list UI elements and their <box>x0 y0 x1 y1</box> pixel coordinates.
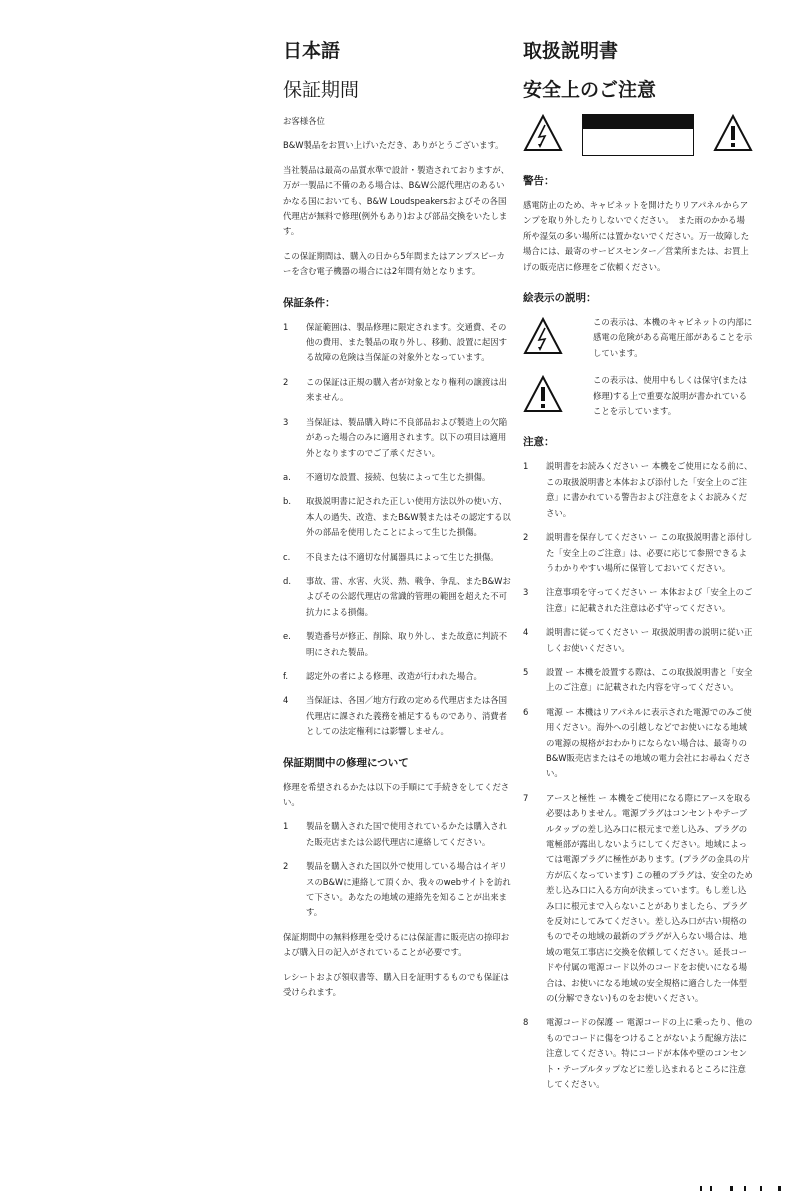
left-column <box>283 40 511 1009</box>
notes-heading: 注意： <box>523 436 555 449</box>
repair-step-number: 2 <box>283 861 289 872</box>
repair-heading: 保証期間中の修理について <box>283 756 409 769</box>
note-text: 説明書に従ってください ー 取扱説明書の説明に従い正しくお使いください。 <box>546 627 753 653</box>
condition-number: 3 <box>283 416 289 427</box>
note-text: 電源コードの保護 ー 電源コードの上に乗ったり、他のものでコードに傷をつけることがないよう配線方法に注意してください。特にコードが本体や壁のコンセント・テーブルタップなどに差し込まれるところに注意してください。 <box>546 1017 753 1090</box>
note-item <box>523 1015 753 1092</box>
safety-title: 安全上のご注意 <box>523 79 657 101</box>
condition-number: d. <box>283 575 291 586</box>
electric-shock-warning-icon <box>523 114 563 152</box>
repair-step-number: 1 <box>283 821 289 832</box>
symbol-explanation-text: この表示は、使用中もしくは保守(または修理)する上で重要な説明が書かれていることを示しています。 <box>593 375 748 417</box>
condition-text: 認定外の者による修理、改造が行われた場合。 <box>306 670 482 681</box>
warning-heading: 警告： <box>523 175 555 187</box>
condition-item <box>283 375 511 406</box>
conditions-heading: 保証条件： <box>283 296 336 309</box>
language-heading: 日本語 <box>283 40 341 62</box>
note-number: 2 <box>523 532 529 543</box>
manual-heading: 取扱説明書 <box>523 40 619 62</box>
note-item <box>523 665 753 696</box>
repair-step <box>283 819 511 850</box>
note-number: 3 <box>523 587 529 598</box>
greeting: お客様各位 <box>283 116 325 126</box>
condition-item <box>283 693 511 739</box>
condition-number: 2 <box>283 376 289 387</box>
condition-number: 4 <box>283 695 289 706</box>
symbol-explanation-1 <box>523 315 753 361</box>
repair-step-text: 製品を購入された国で使用されているかたは購入された販売店または公認代理店に連絡してください。 <box>306 821 507 847</box>
note-item <box>523 705 753 782</box>
condition-text: 不良または不適切な付属器具によって生じた損傷。 <box>306 551 499 562</box>
note-text: 電源 ー 本機はリアパネルに表示された電源でのみご使用ください。海外への引越しなどでお使いになる地域の電源の規格がおわかりにならない場合は、最寄りのB&W販売店またはその地域の電力会社にお尋ねください。 <box>546 706 752 779</box>
condition-number: e. <box>283 631 291 642</box>
repair-intro: 修理を希望されるかたは以下の手順にて手続きをしてください。 <box>283 781 510 807</box>
symbols-heading: 絵表示の説明： <box>523 292 597 305</box>
condition-number: b. <box>283 496 291 507</box>
condition-item <box>283 669 511 684</box>
condition-number: 1 <box>283 321 289 332</box>
condition-item <box>283 320 511 366</box>
condition-number: a. <box>283 471 291 482</box>
repair-steps-list <box>283 819 511 920</box>
free-repair-paragraph: 保証期間中の無料修理を受けるには保証書に販売店の捺印および購入日の記入がされていることが必要です。 <box>283 931 510 958</box>
symbol-explanation-text: この表示は、本機のキャビネットの内部に感電の危険がある高電圧部があることを示しています。 <box>593 317 753 358</box>
note-number: 7 <box>523 792 529 803</box>
condition-text: 保証範囲は、製品修理に限定されます。交通費、その他の費用、また製品の取り外し、移動、設置に起因する故障の危険は当保証の対象外となっています。 <box>306 321 507 363</box>
page-edge-marks <box>700 1185 790 1191</box>
note-text: 注意事項を守ってください ー 本体および「安全上のご注意」に記載された注意は必ず守ってください。 <box>546 587 753 613</box>
note-item <box>523 459 753 521</box>
note-item <box>523 585 753 616</box>
condition-text: 取扱説明書に記された正しい使用方法以外の使い方、本人の過失、改造、またB&W製またはその認定する以外の部品を使用したことによって生じた損傷。 <box>306 496 511 538</box>
warning-symbols-row <box>523 114 753 160</box>
condition-item <box>283 415 511 461</box>
condition-text: この保証は正規の購入者が対象となり権利の譲渡は出来ません。 <box>306 376 507 403</box>
note-text: 設置 ー 本機を設置する際は、この取扱説明書と「安全上のご注意」に記載された内容を守ってください。 <box>546 666 753 693</box>
note-number: 5 <box>523 666 529 677</box>
condition-number: f. <box>283 670 289 681</box>
condition-text: 事故、雷、水害、火災、熱、戦争、争乱、またB&Wおよびその公認代理店の常識的管理の範囲を超えた不可抗力による損傷。 <box>306 575 511 617</box>
lightning-triangle-icon <box>523 317 563 355</box>
condition-text: 製造番号が修正、削除、取り外し、また故意に判読不明にされた製品。 <box>306 631 507 657</box>
note-text: 説明書をお読みください ー 本機をご使用になる前に、この取扱説明書と本体および添付した「安全上のご注意」に書かれている警告および注意をよくお読みください。 <box>546 461 753 518</box>
repair-step <box>283 859 511 921</box>
condition-item <box>283 629 511 660</box>
warning-text: 感電防止のため、キャビネットを開けたりリアパネルからアンプを取り外したりしないでください。 また雨のかかる場所や湿気の多い場所には置かないでください。万一故障した場合には、最寄のサービスセンター／営業所または、お買上げの販売店に修理をご依頼ください。 <box>523 200 750 272</box>
conditions-list <box>283 320 511 740</box>
condition-text: 不適切な設置、接続、包装によって生じた損傷。 <box>306 471 491 482</box>
exclamation-warning-icon <box>713 114 753 152</box>
right-column <box>523 40 753 1102</box>
condition-item <box>283 470 511 485</box>
note-number: 1 <box>523 461 529 472</box>
note-text: アースと極性 ー 本機をご使用になる際にアースを取る必要はありません。電源プラグはコンセントやテーブルタップの差し込み口に根元まで差し込み、プラグの電極部が露出しないようにしてください。地域によっては電源プラグに極性があります。(プラグの金具の片方が広くなっています) この種のプラグは、安全のため差し込み口に入る方向が決まっています。もし差し込み口に根元まで入らないことがありましたら、プラグを反対にしてみてください。差し込み口が古い規格のものでその地域の最新のプラグが入らない場合は、地域の電気工事店に交換を依頼してください。延長コードや付属の電源コード以外のコードをお使いになる場合は、お使いになる地域の安全規格に適合した一体型の(分解できない)ものをお使いください。 <box>546 792 753 1004</box>
note-item <box>523 530 753 576</box>
warranty-intro-paragraph: 当社製品は最高の品質水準で設計・製造されておりますが、万が一製品に不備のある場合は、B&W公認代理店のあるいかなる国においても、B&W Loudspeakersおよびその各国代理店が無料で修理(例外もあり)および部品交換をいたします。 <box>283 164 510 237</box>
receipt-paragraph: レシートおよび領収書等、購入日を証明するものでも保証は受けられます。 <box>283 971 509 998</box>
note-number: 6 <box>523 706 529 717</box>
symbol-explanation-2 <box>523 373 753 419</box>
note-text: 説明書を保存してください ー この取扱説明書と添付した「安全上のご注意」は、必要に応じて参照できるようわかりやすい場所に保管しておいてください。 <box>546 532 753 573</box>
repair-step-text: 製品を購入された国以外で使用している場合はイギリスのB&Wに連絡して頂くか、我々のwebサイトを訪れて下さい。あなたの地域の連絡先を知ることが出来ます。 <box>306 861 511 918</box>
condition-text: 当保証は、各国／地方行政の定める代理店または各国代理店に課された義務を補足するものであり、消費者としての法定権利には影響しません。 <box>306 695 507 737</box>
warranty-period-paragraph: この保証期間は、購入の日から5年間またはアンプスピーカーを含む電子機器の場合には2年間有効となります。 <box>283 250 505 277</box>
caution-label-bar <box>583 115 693 129</box>
warranty-title: 保証期間 <box>283 79 360 101</box>
thanks-paragraph: B&W製品をお買い上げいただき、ありがとうございます。 <box>283 140 504 151</box>
caution-label-box <box>582 114 694 156</box>
note-number: 8 <box>523 1017 529 1028</box>
condition-item <box>283 574 511 620</box>
condition-text: 当保証は、製品購入時に不良部品および製造上の欠陥があった場合のみに適用されます。以下の項目は適用外となりますのでご了承ください。 <box>306 416 507 458</box>
note-number: 4 <box>523 627 529 638</box>
exclamation-triangle-icon <box>523 375 563 413</box>
symbol-icon-cell <box>523 315 593 361</box>
condition-number: c. <box>283 551 291 562</box>
condition-item <box>283 494 511 540</box>
symbol-icon-cell <box>523 373 593 419</box>
note-item <box>523 791 753 1007</box>
note-item <box>523 625 753 656</box>
notes-list <box>523 459 753 1092</box>
condition-item <box>283 550 511 565</box>
